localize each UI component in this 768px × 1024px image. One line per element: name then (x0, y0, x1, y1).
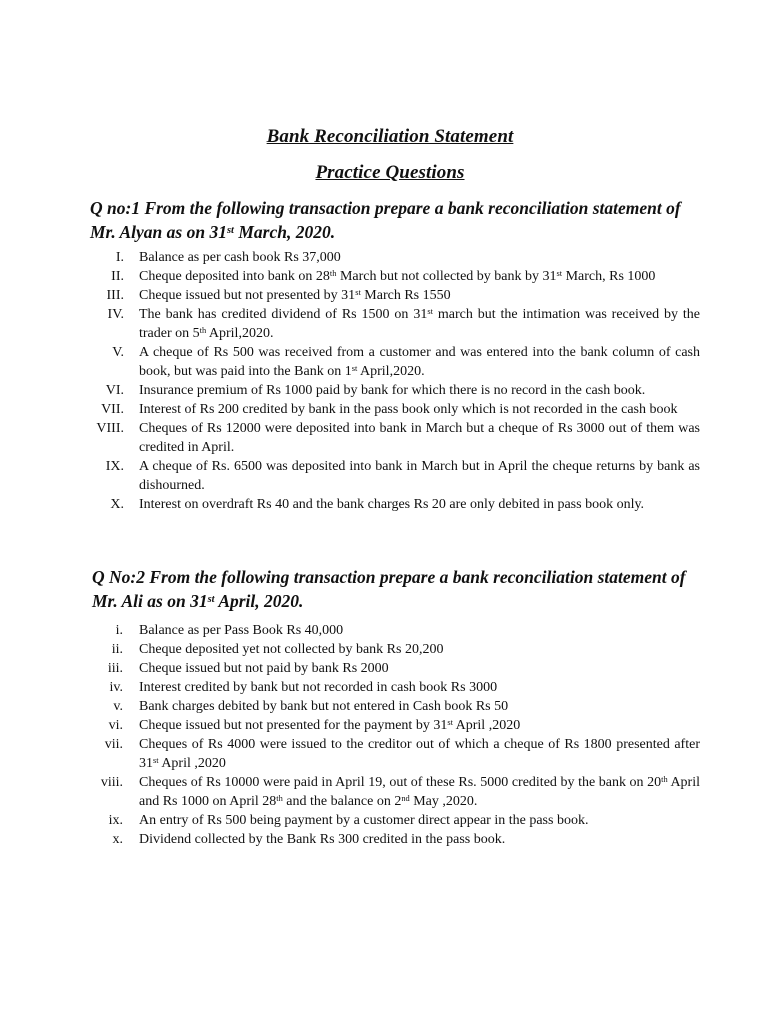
item-superscript: nd (401, 794, 410, 804)
document-title: Bank Reconciliation Statement (266, 126, 514, 147)
item-text-part: Cheques of Rs 4000 were issued to the creditor out of which a cheque of Rs 1800 presented after 31 (139, 737, 700, 771)
list-item (80, 735, 700, 773)
item-superscript: st (355, 288, 361, 298)
item-number: V. (112, 345, 124, 360)
item-text (139, 381, 700, 400)
item-text-part: Cheques of Rs 10000 were paid in April 19, out of these Rs. 5000 credited by the bank on 20 (139, 775, 662, 790)
item-superscript: th (276, 794, 283, 804)
item-text-part: Interest of Rs 200 credited by bank in the pass book only which is not recorded in the cash book (139, 402, 678, 417)
item-number: vi. (108, 718, 123, 733)
item-number: i. (115, 623, 123, 638)
item-text-part: Cheque deposited yet not collected by bank Rs 20,200 (139, 642, 444, 657)
question-1-list (80, 248, 700, 514)
item-text-part: April ,2020 (158, 756, 226, 771)
item-number: X. (110, 497, 124, 512)
item-text (139, 773, 700, 811)
list-item (80, 400, 700, 419)
list-item (80, 381, 700, 400)
item-text-part: Cheque issued but not paid by bank Rs 2000 (139, 661, 389, 676)
item-text (139, 735, 700, 773)
item-text (139, 267, 700, 286)
item-text-part: April,2020. (206, 326, 274, 341)
item-number: vii. (104, 737, 123, 752)
document-subtitle: Practice Questions (315, 162, 465, 183)
list-item (80, 495, 700, 514)
question-2-heading (92, 565, 702, 613)
item-text-part: March, Rs 1000 (562, 269, 656, 284)
item-text (139, 286, 700, 305)
list-item (80, 697, 700, 716)
item-text-part: Cheques of Rs 12000 were deposited into bank in March but a cheque of Rs 3000 out of them was credited in April. (139, 421, 700, 455)
item-text (139, 697, 700, 716)
item-text-part: Balance as per cash book Rs 37,000 (139, 250, 341, 265)
item-text-part: march but the intimation was received by the trader on 5 (139, 307, 701, 341)
item-superscript: th (199, 326, 207, 336)
item-text-part: May ,2020. (409, 794, 478, 809)
item-text-part: March but not collected by bank by 31 (336, 269, 557, 284)
item-superscript: st (153, 756, 159, 766)
question-2-heading-end: April, 2020. (214, 591, 304, 611)
list-item (80, 621, 700, 640)
list-item (80, 830, 700, 849)
item-text-part: Insurance premium of Rs 1000 paid by bank for which there is no record in the cash book. (139, 383, 646, 398)
item-number: iii. (107, 661, 123, 676)
item-number: III. (106, 288, 124, 303)
item-text-part: Interest on overdraft Rs 40 and the bank charges Rs 20 are only debited in pass book only. (139, 497, 645, 512)
item-superscript: th (661, 775, 668, 785)
question-2-heading-sup: st (207, 594, 215, 606)
item-text-part: Cheque issued but not presented for the payment by 31 (139, 718, 448, 733)
item-superscript: st (427, 307, 433, 317)
list-item (80, 419, 700, 457)
item-text-part: A cheque of Rs 500 was received from a customer and was entered into the bank column of cash book, but was paid into the Bank on 1 (139, 345, 700, 379)
item-text (139, 830, 700, 849)
item-text-part: Dividend collected by the Bank Rs 300 credited in the pass book. (139, 832, 506, 847)
list-item (80, 716, 700, 735)
item-number: IX. (105, 459, 124, 474)
item-superscript: st (556, 269, 563, 279)
item-number: VI. (105, 383, 124, 398)
item-number: ii. (111, 642, 123, 657)
item-number: x. (112, 832, 123, 847)
item-number: VII. (101, 402, 124, 417)
question-1-heading-text: Q no:1 From the following transaction prepare a bank reconciliation statement of Mr. Alyan as on 31 (90, 198, 681, 242)
item-text (139, 419, 700, 457)
item-number: v. (113, 699, 123, 714)
item-text (139, 248, 700, 267)
item-number: VIII. (96, 421, 124, 436)
item-number: IV. (107, 307, 124, 322)
list-item (80, 286, 700, 305)
item-number: iv. (109, 680, 123, 695)
list-item (80, 773, 700, 811)
item-text-part: Balance as per Pass Book Rs 40,000 (139, 623, 344, 638)
item-text (139, 400, 700, 419)
item-number: II. (111, 269, 124, 284)
item-superscript: th (329, 269, 337, 279)
item-superscript: st (447, 718, 453, 728)
list-item (80, 640, 700, 659)
question-1-heading-end: March, 2020. (233, 222, 336, 242)
item-text (139, 640, 700, 659)
item-text-part: An entry of Rs 500 being payment by a customer direct appear in the pass book. (139, 813, 589, 828)
item-text-part: and the balance on 2 (282, 794, 402, 809)
item-text-part: March Rs 1550 (360, 288, 451, 303)
list-item (80, 305, 700, 343)
item-text-part: April ,2020 (452, 718, 521, 733)
item-text-part: A cheque of Rs. 6500 was deposited into bank in March but in April the cheque returns by bank as dishourned. (139, 459, 700, 493)
list-item (80, 678, 700, 697)
item-text (139, 457, 700, 495)
list-item (80, 659, 700, 678)
item-text-part: Bank charges debited by bank but not entered in Cash book Rs 50 (139, 699, 509, 714)
item-text-part: April,2020. (357, 364, 425, 379)
item-text-part: The bank has credited dividend of Rs 1500 on 31 (139, 307, 428, 322)
list-item (80, 457, 700, 495)
list-item (80, 267, 700, 286)
list-item (80, 811, 700, 830)
item-text-part: April and Rs 1000 on April 28 (139, 775, 700, 809)
list-item (80, 248, 700, 267)
question-1-heading-sup: st (226, 225, 234, 237)
item-text-part: Interest credited by bank but not recorded in cash book Rs 3000 (139, 680, 498, 695)
item-text (139, 495, 700, 514)
item-superscript: st (351, 364, 358, 374)
question-2-heading-text: Q No:2 From the following transaction prepare a bank reconciliation statement of Mr. Ali as on 31 (92, 567, 686, 611)
item-text (139, 305, 700, 343)
item-text (139, 343, 700, 381)
item-number: ix. (108, 813, 123, 828)
item-text-part: Cheque issued but not presented by 31 (139, 288, 356, 303)
item-text (139, 659, 700, 678)
item-number: I. (115, 250, 124, 265)
item-text (139, 811, 700, 830)
item-text (139, 621, 700, 640)
item-text (139, 716, 700, 735)
list-item (80, 343, 700, 381)
item-number: viii. (100, 775, 123, 790)
question-2-list (80, 621, 700, 849)
question-1-heading (90, 196, 700, 244)
item-text (139, 678, 700, 697)
item-text-part: Cheque deposited into bank on 28 (139, 269, 330, 284)
